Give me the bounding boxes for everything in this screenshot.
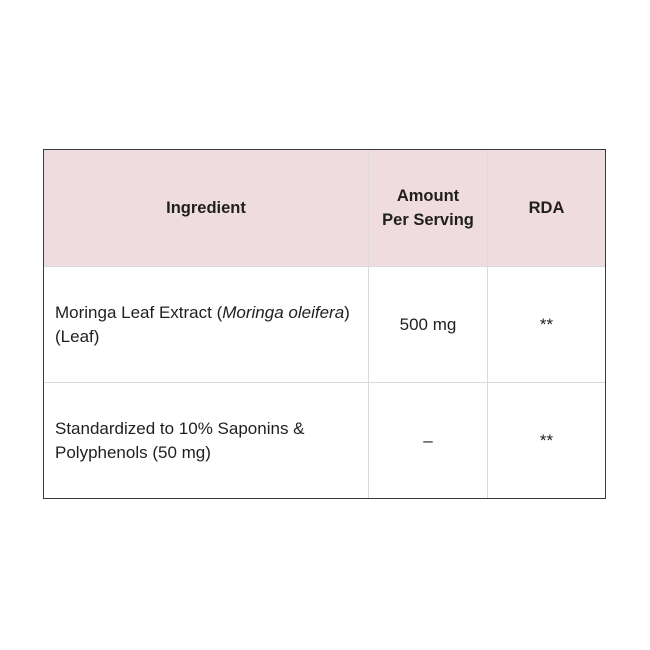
header-ingredient-label: Ingredient [166, 199, 246, 217]
row1-ingredient-label [55, 301, 354, 349]
row2-amount [369, 383, 488, 498]
row1-rda-value: ** [539, 314, 554, 334]
header-rda [488, 150, 605, 267]
row1-ingredient-prefix: Moringa Leaf Extract ( [55, 302, 223, 322]
header-amount-line2: Per Serving [382, 211, 474, 229]
row2-amount-value: – [423, 430, 433, 450]
header-rda-label: RDA [528, 199, 565, 217]
row2-ingredient-line1: Standardized to 10% Saponins & [55, 418, 305, 438]
header-amount [369, 150, 488, 267]
row2-ingredient-label [55, 417, 305, 465]
row1-ingredient [44, 267, 369, 383]
supplement-facts-table [43, 149, 606, 499]
row2-ingredient [44, 383, 369, 498]
row1-amount [369, 267, 488, 383]
row1-ingredient-suffix: ) (Leaf) [55, 302, 350, 346]
header-amount-line1: Amount [396, 187, 460, 205]
row1-amount-value: 500 mg [399, 314, 457, 334]
row2-rda [488, 383, 605, 498]
header-ingredient [44, 150, 369, 267]
header-amount-label [382, 184, 474, 232]
row1-rda [488, 267, 605, 383]
row1-ingredient-latin-name: Moringa oleifera [222, 302, 345, 322]
row2-rda-value: ** [539, 430, 554, 450]
row2-ingredient-line2: Polyphenols (50 mg) [55, 442, 211, 462]
